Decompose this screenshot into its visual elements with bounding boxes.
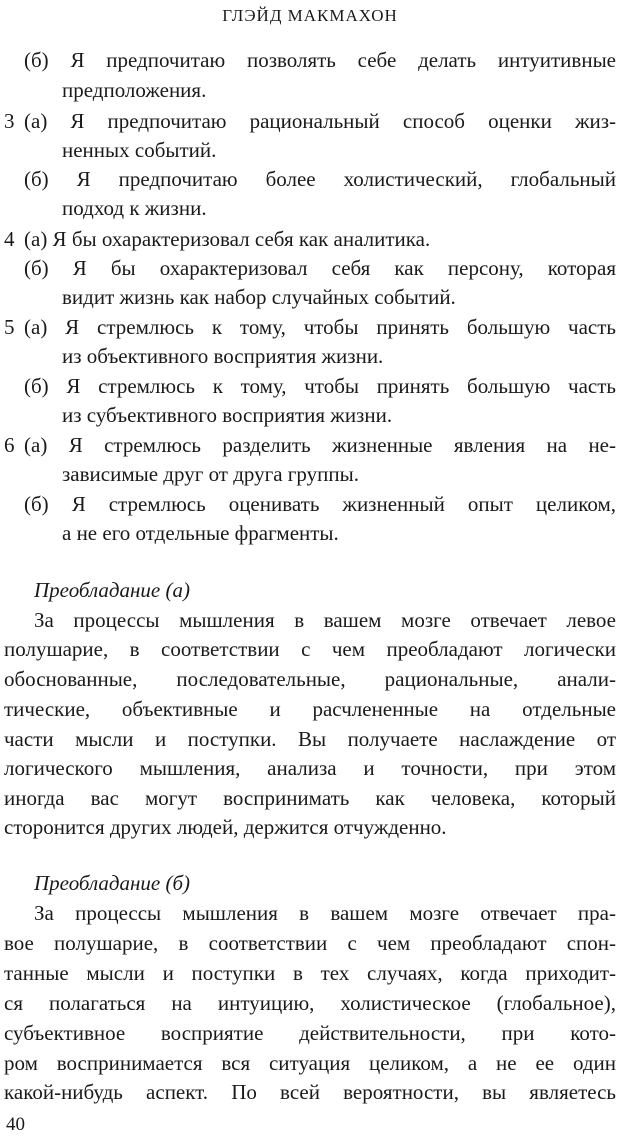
- item-line: (б) Я предпочитаю более холистический, глобальный: [24, 167, 616, 191]
- item-line: (б) Я стремлюсь оценивать жизненный опыт целиком,: [24, 492, 616, 516]
- paragraph-line: вое полушарие, в соответствии с чем преобладают спон-: [4, 931, 616, 955]
- paragraph-line: субъективное восприятие действительности, при кото-: [4, 1021, 616, 1045]
- paragraph-line: части мысли и поступки. Вы получаете наслаждение от: [4, 727, 616, 751]
- item-line: подход к жизни.: [62, 196, 207, 220]
- paragraph-line: За процессы мышления в вашем мозге отвечает пра-: [34, 901, 616, 925]
- paragraph-line: логического мышления, анализа и точности, при этом: [4, 756, 616, 780]
- paragraph-line: обоснованные, последовательные, рациональные, анали-: [4, 667, 616, 691]
- item-line: видит жизнь как набор случайных событий.: [62, 285, 456, 309]
- paragraph-line: иногда вас могут воспринимать как человека, который: [4, 786, 616, 810]
- item-number: 4: [4, 227, 15, 251]
- item-number: 3: [4, 109, 15, 133]
- paragraph-line: сторонится других людей, держится отчужденно.: [4, 815, 447, 839]
- paragraph-line: ся полагаться на интуицию, холистическое (глобальное),: [4, 991, 616, 1015]
- item-line: предположения.: [62, 78, 207, 102]
- section-a-heading: Преобладание (а): [34, 578, 190, 602]
- item-line: (б) Я предпочитаю позволять себе делать интуитивные: [24, 48, 616, 72]
- item-line: из объективного восприятия жизни.: [62, 344, 384, 368]
- item-line: зависимые друг от друга группы.: [62, 462, 359, 486]
- item-line: а не его отдельные фрагменты.: [62, 521, 339, 545]
- running-header: ГЛЭЙД МАКМАХОН: [222, 6, 398, 25]
- section-b-heading: Преобладание (б): [34, 871, 191, 895]
- page-number: 40: [6, 1114, 25, 1135]
- item-line: (а) Я предпочитаю рациональный способ оценки жиз-: [24, 109, 616, 133]
- item-line: ненных событий.: [62, 138, 217, 162]
- paragraph-line: За процессы мышления в вашем мозге отвечает левое: [34, 608, 616, 632]
- item-number: 5: [4, 315, 15, 339]
- item-number: 6: [4, 433, 15, 457]
- paragraph-line: полушарие, в соответствии с чем преобладают логически: [4, 637, 616, 661]
- item-line: (а) Я стремлюсь к тому, чтобы принять большую часть: [24, 315, 616, 339]
- paragraph-line: какой-нибудь аспект. По всей вероятности, вы являетесь: [4, 1080, 616, 1104]
- paragraph-line: ром воспринимается вся ситуация целиком, а не ее один: [4, 1051, 616, 1075]
- item-line: (а) Я бы охарактеризовал себя как аналитика.: [24, 227, 431, 251]
- paragraph-line: танные мысли и поступки в тех случаях, когда приходит-: [4, 961, 616, 985]
- item-line: (б) Я стремлюсь к тому, чтобы принять большую часть: [24, 374, 616, 398]
- item-line: из субъективного восприятия жизни.: [62, 403, 393, 427]
- item-line: (б) Я бы охарактеризовал себя как персону, которая: [24, 256, 616, 280]
- item-line: (а) Я стремлюсь разделить жизненные явления на не-: [24, 433, 616, 457]
- paragraph-line: тические, объективные и расчлененные на отдельные: [4, 697, 616, 721]
